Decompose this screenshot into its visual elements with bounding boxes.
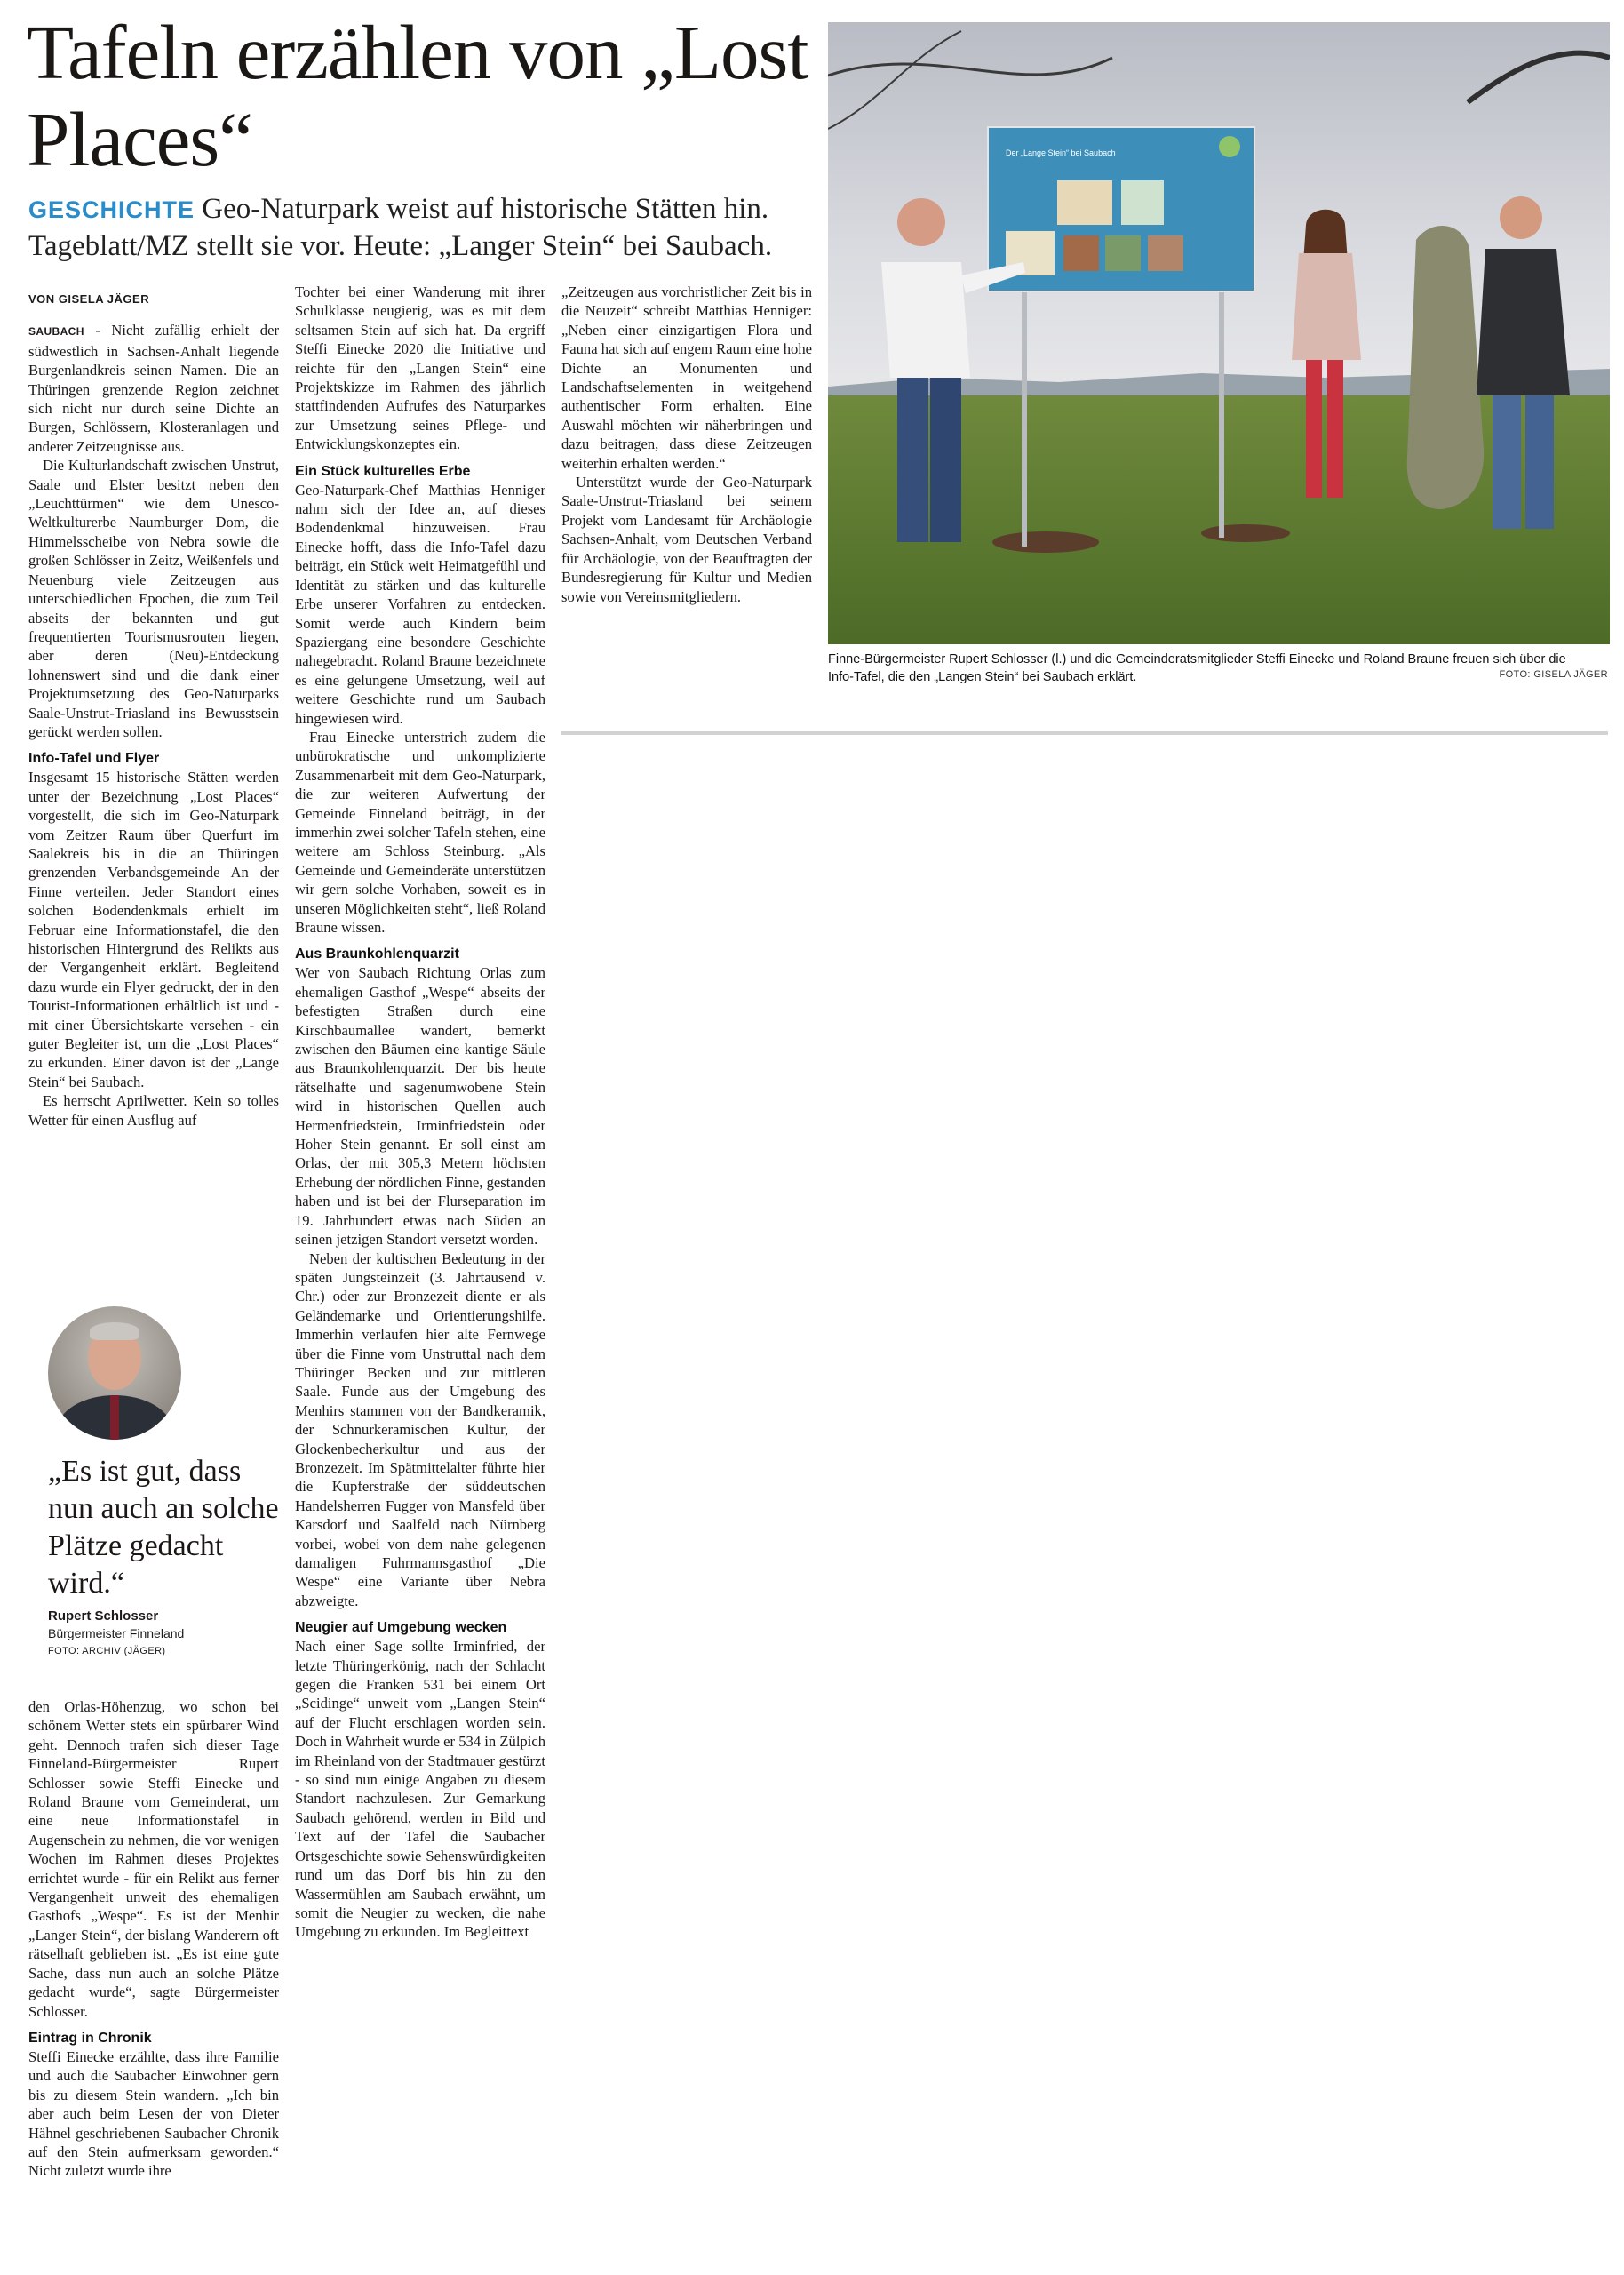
paragraph: Steffi Einecke erzählte, dass ihre Familie und auch die Saubacher Einwohner gern bis zu diesem Stein wandern. „Ich bin aber auch beim Lesen der von Dieter Hähnel geschriebenen Saubacher Chronik auf den Stein aufmerksam geworden.“ Nicht zuletzt wurde ihre — [28, 2048, 279, 2180]
pull-quote: „Es ist gut, dass nun auch an solche Plätze gedacht wird.“ — [48, 1455, 279, 1600]
soil-patch — [1201, 524, 1290, 542]
sign-post — [1219, 289, 1224, 538]
column-3 — [561, 283, 812, 606]
portrait-photo — [48, 1306, 181, 1440]
subline — [28, 191, 828, 265]
photo-credit: FOTO: GISELA JÄGER — [1499, 669, 1608, 680]
paragraph-text: - Nicht zufällig erhielt der südwestlich in Sachsen-Anhalt liegende Burgenlandkreis seinen Namen. Die an Thüringen grenzende Region zeichnet sich nicht nur durch seine Dichte an Burgen, Schlössern, Klosteranlagen und anderer Zeitzeugnisse aus. — [28, 322, 279, 455]
kicker: GESCHICHTE — [28, 196, 195, 223]
paragraph: Es herrscht Aprilwetter. Kein so tolles Wetter für einen Ausflug auf — [28, 1092, 279, 1129]
byline: VON GISELA JÄGER — [28, 292, 150, 306]
quote-name: Rupert Schlosser — [48, 1608, 159, 1624]
paragraph: Unterstützt wurde der Geo-Naturpark Saale-Unstrut-Triasland bei seinem Projekt vom Landesamt für Archäologie Sachsen-Anhalt, vom Deutschen Verband für Archäologie, von der Beauftragten der Bundesregierung für Kultur und Medien sowie von Vereinsmitgliedern. — [561, 474, 812, 605]
paragraph: Frau Einecke unterstrich zudem die unbürokratische und unkomplizierte Zusammenarbeit mit dem Geo-Naturpark, die zur weiteren Aufwertung der Gemeinde Finneland beiträgt, in der immerhin zwei solcher Tafeln stehen, eine weitere am Schloss Steinburg. „Als Gemeinde und Gemeinderäte unterstützen wir gern solche Vorhaben, soweit es in unseren Möglichkeiten steht“, ließ Roland Braune wissen. — [295, 728, 545, 936]
sign-title: Der „Lange Stein“ bei Saubach — [1006, 148, 1116, 157]
subline-text: Geo-Naturpark weist auf historische Stätten hin. Tageblatt/MZ stellt sie vor. Heute: „Langer Stein“ bei Saubach. — [28, 193, 773, 262]
column-2 — [295, 283, 545, 1942]
portrait-hair — [90, 1322, 139, 1340]
paragraph — [28, 321, 279, 456]
paragraph: Die Kulturlandschaft zwischen Unstrut, Saale und Elster besitzt neben den „Leuchttürmen“ wie dem Unesco-Weltkulturerbe Naumburger Dom, die Himmelsscheibe von Nebra sowie die großen Schlösser in Zeitz, Weißenfels und Neuenburg viele Zeitzeugen aus unterschiedlichen Epochen, die zum Teil abseits der bekannten und gut frequentierten Tourismusrouten liegen, aber deren (Neu)-Entdeckung lohnenswert sind und die dank einer Projektumsetzung des Geo-Naturparks Saale-Unstrut-Triasland ins Bewusstsein gerückt werden sollen. — [28, 457, 279, 740]
divider — [561, 731, 1608, 735]
paragraph: Insgesamt 15 historische Stätten werden unter der Bezeichnung „Lost Places“ vorgestellt, die sich im Geo-Naturpark vom Zeitzer Raum über Querfurt im Saalekreis bis in die an Thüringen grenzenden Verbandsgemeinde An der Finne verteilen. Jeder Standort eines solchen Bodendenkmals erhielt im Februar eine Informationstafel, die den historischen Hintergrund des Relikts aus der Vergangenheit erklärt. Begleitend dazu wurde ein Flyer gedruckt, der in den Tourist-Informationen erhältlich ist und - mit einer Übersichtskarte versehen - ein guter Begleiter ist, um die „Lost Places“ zu erkunden. Einer davon ist der „Lange Stein“ bei Saubach. — [28, 769, 279, 1090]
paragraph: Wer von Saubach Richtung Orlas zum ehemaligen Gasthof „Wespe“ abseits der befestigten Straßen durch eine Kirschbaumallee wandert, bemerkt zwischen den Bäumen eine kantige Säule aus Braunkohlenquarzit. Der bis heute rätselhafte und sagenumwobene Stein wird in historischen Quellen auch Hermenfriedstein, Irminfriedstein oder Hoher Stein genannt. Er soll einst am Orlas, der mit 305,3 Metern höchsten Erhebung der nördlichen Finne, gestanden haben und ist bei der Flurseparation im 19. Jahrhundert etwas nach Süden an seinen jetzigen Standort versetzt worden. — [295, 964, 545, 1249]
soil-patch — [992, 531, 1099, 553]
article-photo — [828, 22, 1610, 644]
column-1-continued — [28, 1697, 279, 2181]
portrait-tie — [110, 1395, 119, 1440]
quote-role: Bürgermeister Finneland — [48, 1626, 185, 1640]
subheading: Aus Braunkohlenquarzit — [295, 946, 459, 962]
dateline: SAUBACH — [28, 325, 84, 339]
paragraph: Neben der kultischen Bedeutung in der späten Jungsteinzeit (3. Jahrtausend v. Chr.) oder zur Bronzezeit diente er als Geländemarke und Orientierungshilfe. Immerhin verlaufen hier alte Fernwege über die Finne vom Unstruttal nach dem Thüringer Becken und zur mittleren Saale. Funde aus der Umgebung des Menhirs stammen von der Bandkeramik, der Schnurkeramischen Kultur, der Glockenbecherkultur und aus der Bronzezeit. Im Spätmittelalter führte hier die Kupferstraße der süddeutschen Handelsherren Fugger von Mansfeld über Karsdorf und Saalfeld nach Nürnberg vorbei, wobei von dem nahe gelegenen damaligen Fuhrmannsgasthof „Die Wespe“ eine Variante über Nebra abzweigte. — [295, 1249, 545, 1609]
headline: Tafeln erzählen von „Lost Places“ — [27, 9, 808, 182]
subheading: Eintrag in Chronik — [28, 2030, 152, 2046]
quote-box — [28, 1297, 279, 1671]
column-1 — [28, 283, 279, 1130]
photo-caption: Finne-Bürgermeister Rupert Schlosser (l.) und die Gemeinderatsmitglieder Steffi Einecke und Roland Braune freuen sich über die Info-Tafel, die den „Langen Stein“ bei Saubach erklärt. — [828, 652, 1566, 684]
subheading: Ein Stück kulturelles Erbe — [295, 463, 471, 479]
info-sign — [988, 127, 1254, 291]
paragraph: den Orlas-Höhenzug, wo schon bei schönem Wetter stets ein spürbarer Wind geht. Dennoch trafen sich dieser Tage Finneland-Bürgermeister Rupert Schlosser sowie Steffi Einecke und Roland Braune vom Gemeinderat, um eine neue Informationstafel in Augenschein zu nehmen, die vor wenigen Wochen im Rahmen dieses Projektes errichtet wurde - für ein Relikt aus ferner Vergangenheit unweit des ehemaligen Gasthofs „Wespe“. Es ist der Menhir „Langer Stein“, der bislang Wanderern oft rätselhaft geblieben ist. „Es ist eine gute Sache, dass nun auch an solche Plätze gedacht wurde“, sagte Bürgermeister Schlosser. — [28, 1698, 279, 2020]
quote-photo-credit: FOTO: ARCHIV (JÄGER) — [48, 1646, 166, 1656]
paragraph: Geo-Naturpark-Chef Matthias Henniger nahm sich der Idee an, auf dieses Bodendenkmal hinzuweisen. Frau Einecke hofft, dass die Info-Tafel dazu beiträgt, ein Stück weit Heimatgefühl und Identität zu stärken und das kulturelle Erbe unserer Vorfahren zu entdecken. Somit werde auch Kindern beim Spaziergang eine besondere Geschichte nahegebracht. Roland Braune bezeichnete es eine gelungene Umsetzung, weil auf weitere Geschichte rund um Saubach hingewiesen wird. — [295, 481, 545, 727]
paragraph: Nach einer Sage sollte Irminfried, der letzte Thüringerkönig, nach der Schlacht gegen die Franken 531 bei einem Ort „Scidinge“ unweit vom „Langen Stein“ auf der Flucht erschlagen worden sein. Doch in Wahrheit wurde er 534 in Zülpich im Rheinland von der Stadtmauer gestürzt - so sind nun einige Angaben zu diesem Standort nachzulesen. Zur Gemarkung Saubach gehörend, werden in Bild und Text auf der Tafel die Saubacher Ortsgeschichte sowie Sehenswürdigkeiten rund um das Dorf bis hin zu den Wassermühlen am Saubach erwähnt, um somit die Neugier zu wecken, die nahe Umgebung zu erkunden. Im Begleittext — [295, 1638, 545, 1941]
paragraph: Tochter bei einer Wanderung mit ihrer Schulklasse neugierig, was es mit dem seltsamen Stein auf sich hat. Da ergriff Steffi Einecke 2020 die Initiative und reichte für den „Langen Stein“ eine Projektskizze im Rahmen des jährlich stattfindenden Aufrufes des Naturparkes zur Umsetzung seines Pflege- und Entwicklungskonzeptes ein. — [295, 283, 545, 453]
paragraph: „Zeitzeugen aus vorchristlicher Zeit bis in die Neuzeit“ schreibt Matthias Henniger: „Neben einer einzigartigen Flora und Fauna hat sich auf engem Raum eine hohe Dichte an Monumenten und Landschaftselementen in weitgehend authentischer Form erhalten. Eine Auswahl möchten wir näherbringen und dazu beitragen, dass diese Zeitzeugen weiterhin erhalten werden.“ — [561, 283, 812, 472]
sign-post — [1022, 289, 1027, 547]
photo-scene — [828, 22, 1610, 644]
subheading: Info-Tafel und Flyer — [28, 751, 160, 767]
subheading: Neugier auf Umgebung wecken — [295, 1620, 507, 1636]
